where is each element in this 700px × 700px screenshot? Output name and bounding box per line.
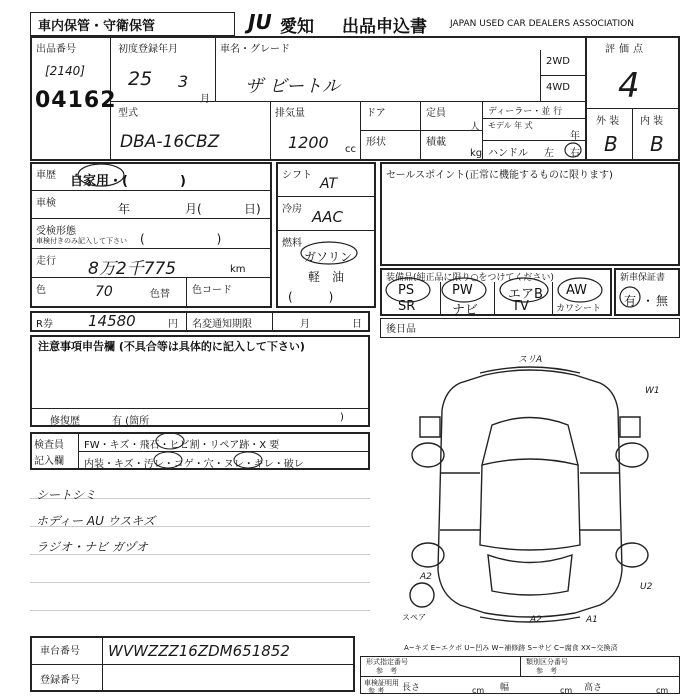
- equip-pw: PW: [452, 283, 473, 298]
- dim-height: 高さ: [584, 683, 603, 693]
- mark-rear-2: A1: [586, 615, 598, 625]
- color-label: 色: [36, 285, 46, 296]
- first-reg-month: 3: [178, 72, 189, 91]
- displacement-value: 1200: [288, 133, 329, 152]
- tax-limit-day: 日: [352, 319, 362, 330]
- chassis-type-value: DBA-16CBZ: [120, 132, 220, 152]
- vin-value: WVWZZZ16ZDM651852: [108, 642, 290, 660]
- inspector-row-2: 内装・キズ・汚レ・コゲ・穴・ヌレ・キレ・破レ: [84, 459, 304, 470]
- damage-legend: A~キズ E~エクボ U~凹み W~補修跡 S~サビ C~腐食 XX~交換済: [404, 644, 618, 652]
- color-value: 70: [95, 284, 113, 300]
- inspector-label-2: 記入欄: [34, 456, 64, 467]
- displacement-unit: cc: [345, 144, 356, 155]
- history-circle: [76, 162, 126, 188]
- grade-label: 評価点: [605, 44, 647, 55]
- load-unit: kg: [470, 148, 483, 159]
- grade-ext-label: 外 装: [596, 116, 620, 127]
- storage-note: 車内保管・守衛保管: [38, 19, 156, 34]
- lot-label: 出品番号: [36, 44, 76, 55]
- category-code-label: 類別区分番号: [526, 658, 568, 666]
- warranty-label: 新車保証書: [620, 273, 666, 283]
- form-title: 出品申込書: [342, 17, 427, 37]
- equip-ps: PS: [398, 283, 415, 298]
- recycle-label: R券: [36, 319, 53, 330]
- shift-value: AT: [320, 176, 338, 192]
- repair-value: 有 (箇所: [112, 416, 150, 427]
- ac-value: AAC: [312, 208, 343, 226]
- shift-label: シフト: [282, 170, 312, 181]
- mileage-value: 8万2千775: [88, 259, 177, 279]
- capacity-unit: 人: [470, 122, 480, 133]
- tax-limit-label: 名変通知期限: [192, 319, 252, 330]
- repair-label: 修復歴: [50, 416, 80, 427]
- mark-spare: スペア: [402, 613, 426, 622]
- ref-label: 参 考: [368, 687, 385, 695]
- equipment-circles: [380, 268, 612, 316]
- warranty-no: 無: [656, 294, 669, 308]
- model-name-value: ザ ビートル: [245, 76, 341, 97]
- handle-label: ハンドル: [488, 148, 528, 159]
- equip-sr: SR: [398, 299, 416, 314]
- history-label: 車歴: [36, 170, 56, 181]
- drive-2wd: 2WD: [546, 56, 570, 67]
- assoc-name: JAPAN USED CAR DEALERS ASSOCIATION: [450, 19, 634, 29]
- fuel-gas-circle: [298, 240, 360, 266]
- drive-4wd: 4WD: [546, 82, 570, 93]
- ju-logo: JU: [248, 10, 272, 34]
- model-year-unit: 年: [570, 131, 580, 142]
- notes-label: 注意事項申告欄 (不具合等は具体的に記入して下さい): [38, 340, 305, 353]
- displacement-label: 排気量: [275, 108, 305, 119]
- note-line-1: シートシミ: [36, 488, 97, 502]
- handle-left: 左: [544, 148, 554, 159]
- first-reg-year: 25: [128, 68, 153, 90]
- warranty-yes: 有: [624, 294, 637, 308]
- handle-right-circle: [563, 140, 583, 160]
- equip-leather: カワシート: [556, 304, 602, 314]
- inspector-label-1: 検査員: [34, 440, 64, 451]
- dim-length-unit: cm: [472, 686, 485, 695]
- equip-airbag: エアB: [508, 287, 543, 302]
- tax-limit-month: 月: [300, 319, 310, 330]
- category-code-sub: 参 考: [536, 667, 557, 675]
- first-reg-label: 初度登録年月: [118, 44, 178, 55]
- mark-front: スリA: [518, 355, 543, 365]
- mark-right-mirror: W1: [645, 386, 660, 396]
- form-designation-label: 形式指定番号: [366, 658, 408, 666]
- mark-right-rear: U2: [640, 582, 653, 592]
- model-year-label: モデル 年 式: [488, 121, 533, 130]
- shape-label: 形状: [366, 137, 386, 148]
- inspector-row-1: FW・キズ・飛石・ヒビ割・リペア跡・X 要: [84, 440, 280, 451]
- equip-navi: ナビ: [452, 303, 479, 318]
- grade-value: 4: [618, 66, 640, 106]
- inspection-year: 年: [118, 202, 131, 216]
- handle-right: 右: [570, 148, 580, 159]
- mileage-unit: km: [230, 264, 246, 275]
- dim-height-unit: cm: [656, 686, 669, 695]
- dim-width: 幅: [500, 683, 510, 693]
- dealer-label: ディーラー・並 行: [488, 107, 563, 117]
- color-code-label: 色コード: [192, 285, 232, 296]
- fuel-diesel: 軽 油: [308, 270, 345, 284]
- org-name: 愛知: [280, 17, 314, 37]
- equip-aw: AW: [566, 283, 588, 298]
- car-damage-diagram: [400, 355, 660, 630]
- mileage-label: 走行: [36, 256, 56, 267]
- color-change-label: 色替: [150, 289, 170, 300]
- dim-length: 長さ: [402, 683, 421, 693]
- capacity-label: 定員: [426, 108, 446, 119]
- grade-ext-value: B: [604, 132, 618, 156]
- vin-label: 車台番号: [40, 646, 80, 657]
- fuel-label: 燃料: [282, 238, 302, 249]
- load-label: 積載: [426, 137, 446, 148]
- post-day-label: 後日品: [386, 324, 416, 335]
- warranty-yes-circle: [617, 284, 643, 310]
- door-label: ドア: [366, 108, 386, 119]
- inspection-label: 車検: [36, 198, 56, 209]
- equip-tv: TV: [512, 299, 529, 314]
- receive-note: 車検付きのみ記入して下さい: [36, 237, 127, 245]
- recycle-value: 14580: [88, 312, 136, 330]
- equipment-label: 装備品(純正品に限り○をつけてください): [386, 273, 554, 283]
- inspection-month: 月(: [185, 202, 202, 216]
- fuel-paren: ( ): [288, 290, 334, 304]
- reg-number-label: 登録番号: [40, 675, 80, 686]
- mark-rear-1: A2: [530, 615, 542, 625]
- lot-bracket: [2140]: [45, 64, 85, 78]
- ac-label: 冷房: [282, 204, 302, 215]
- model-name-label: 車名・グレード: [220, 44, 290, 55]
- note-line-2: ホディー AU ウスキズ: [36, 514, 156, 528]
- note-line-3: ラジオ・ナビ ガヅオ: [36, 540, 148, 554]
- dim-width-unit: cm: [560, 686, 573, 695]
- form-designation-sub: 参 考: [376, 667, 397, 675]
- history-value: 自家用・( ): [70, 174, 186, 189]
- mark-left-rear: A2: [420, 572, 432, 582]
- repair-close: ): [340, 412, 344, 423]
- chassis-type-label: 型式: [118, 108, 138, 119]
- receive-label: 受検形態: [36, 226, 76, 237]
- grade-int-label: 内 装: [640, 116, 664, 127]
- lot-number: 04162: [35, 88, 117, 113]
- grade-int-value: B: [650, 132, 664, 156]
- cert-label: 車検証明用: [364, 679, 399, 687]
- sales-point-label: セールスポイント(正常に機能するものに限ります): [386, 170, 613, 181]
- fuel-gas: ガソリン: [304, 250, 353, 264]
- recycle-unit: 円: [168, 319, 178, 330]
- inspection-day: 日): [244, 202, 261, 216]
- first-reg-month-unit: 月: [200, 94, 210, 105]
- warranty-sep: ・: [642, 294, 655, 308]
- receive-value: ( ): [140, 232, 222, 246]
- inspector-circles: [150, 432, 270, 470]
